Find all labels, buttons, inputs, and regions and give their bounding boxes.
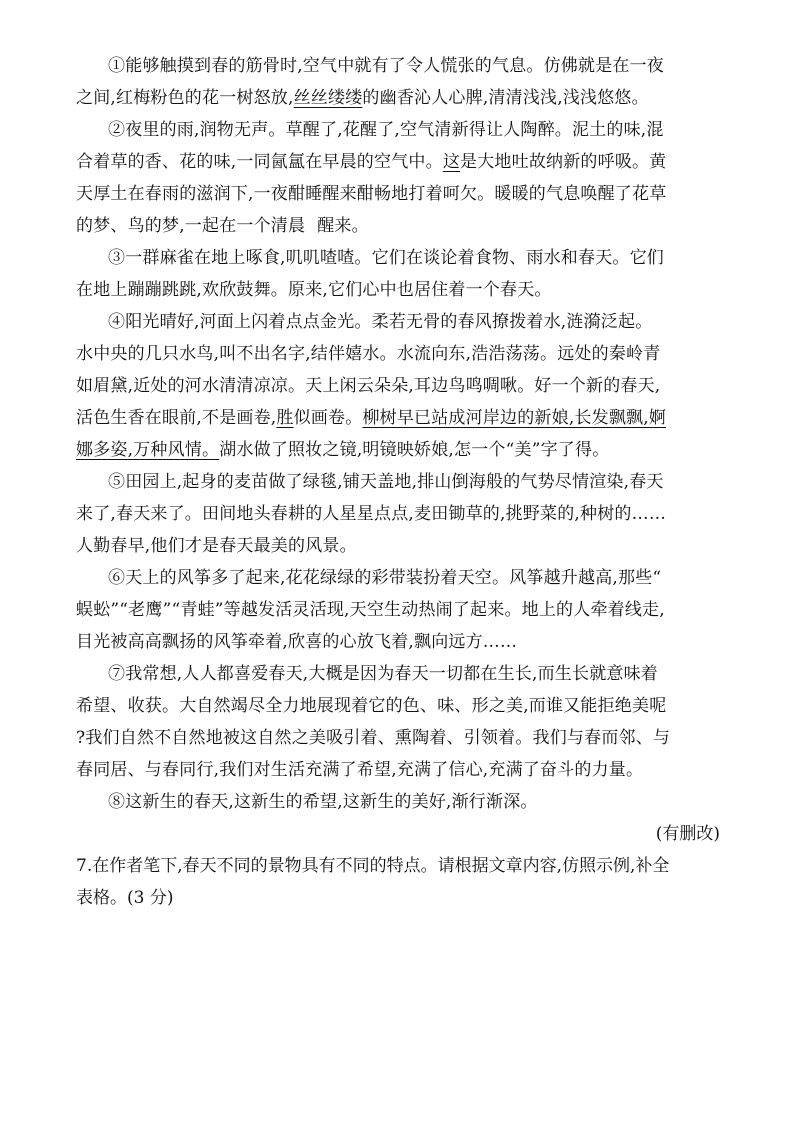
text-line: [76, 402, 720, 434]
text-segment: ②夜里的雨,润物无声。草醒了,花醒了,空气清新得让人陶醉。泥土的味,混: [108, 120, 664, 140]
text-segment: 人勤春早,他们才是春天最美的风景。: [76, 536, 357, 556]
text-line: [76, 114, 720, 146]
text-line: [76, 786, 720, 818]
text-line: [76, 178, 720, 210]
text-segment: 湖水做了照妆之镜,明镜映娇娘,怎一个“美”字了得。: [219, 440, 610, 460]
text-line: [76, 722, 720, 754]
text-segment: 希望、收获。大自然竭尽全力地展现着它的色、味、形之美,而谁又能拒绝美呢: [76, 696, 667, 716]
text-line: [76, 274, 720, 306]
article-paragraphs: [76, 50, 720, 818]
paragraph-1: [76, 50, 720, 114]
text-segment: ⑧这新生的春天,这新生的希望,这新生的美好,渐行渐深。: [108, 792, 538, 812]
paragraph-2: [76, 114, 720, 242]
article-body: [76, 50, 720, 914]
question-line: 7.在作者笔下,春天不同的景物具有不同的特点。请根据文章内容,仿照示例,补全: [76, 856, 670, 876]
question-line: 表格。(3 分): [76, 888, 174, 908]
text-line: [76, 562, 720, 594]
text-line: [76, 370, 720, 402]
paragraph-8: [76, 786, 720, 818]
text-line: [76, 306, 720, 338]
text-line: [76, 50, 720, 82]
text-segment: 活色生香在眼前,不是画卷,: [76, 408, 277, 428]
text-line: [76, 82, 720, 114]
text-segment: ?我们自然不自然地被这自然之美吸引着、熏陶着、引领着。我们与春而邻、与: [76, 728, 671, 748]
text-segment: 来了,春天来了。田间地头春耕的人星星点点,麦田锄草的,挑野菜的,种树的……: [76, 504, 667, 524]
text-segment: 在地上蹦蹦跳跳,欢欣鼓舞。原来,它们心中也居住着一个春天。: [76, 280, 552, 300]
underlined-text: 娜多姿,万种风情。: [76, 440, 220, 460]
paragraph-5: [76, 466, 720, 562]
text-segment: ①能够触摸到春的筋骨时,空气中就有了令人慌张的气息。仿佛就是在一夜: [108, 56, 665, 76]
text-line: [76, 434, 720, 466]
text-segment: ④阳光晴好,河面上闪着点点金光。柔若无骨的春风撩拨着水,涟漪泛起。: [108, 312, 653, 332]
text-segment: ③一群麻雀在地上啄食,叽叽喳喳。它们在谈论着食物、雨水和春天。它们: [108, 248, 665, 268]
source-note: (有删改): [655, 824, 720, 844]
text-segment: ⑦我常想,人人都喜爱春天,大概是因为春天一切都在生长,而生长就意味着: [108, 664, 659, 684]
text-segment: 的梦、鸟的梦,一起在一个清晨: [76, 216, 306, 236]
paragraph-7: [76, 658, 720, 786]
text-line: [76, 338, 720, 370]
text-line: [76, 146, 720, 178]
text-line: [76, 658, 720, 690]
text-line: [76, 466, 720, 498]
underlined-text: 丝丝缕缕: [293, 88, 363, 108]
paragraph-6: [76, 562, 720, 658]
text-line: [76, 594, 720, 626]
text-segment: ⑥天上的风筝多了起来,花花绿绿的彩带装扮着天空。风筝越升越高,那些“: [108, 568, 662, 588]
text-segment: 的幽香沁人心脾,清清浅浅,浅浅悠悠。: [362, 88, 649, 108]
text-segment: 是大地吐故纳新的呼吸。黄: [460, 152, 667, 172]
text-segment: 如眉黛,近处的河水清清凉凉。天上闲云朵朵,耳边鸟鸣啁啾。好一个新的春天,: [76, 376, 661, 396]
text-segment: 似画卷。: [293, 408, 363, 428]
question-7: [76, 850, 720, 914]
text-segment: ⑤田园上,起身的麦苗做了绿毯,铺天盖地,排山倒海般的气势尽情渲染,春天: [108, 472, 664, 492]
underlined-text: 柳树早已站成河岸边的新娘,长发飘飘,婀: [362, 408, 667, 428]
text-segment: 天厚土在春雨的滋润下,一夜酣睡醒来酣畅地打着呵欠。暖暖的气息唤醒了花草: [76, 184, 667, 204]
text-line: [76, 530, 720, 562]
text-segment: 春同居、与春同行,我们对生活充满了希望,充满了信心,充满了奋斗的力量。: [76, 760, 644, 780]
text-line: [76, 626, 720, 658]
text-segment: 合着草的香、花的味,一同氤氲在早晨的空气中。: [76, 152, 443, 172]
text-line: [76, 754, 720, 786]
text-line: [76, 210, 720, 242]
text-segment: 醒来。: [317, 216, 369, 236]
paragraph-3: [76, 242, 720, 306]
text-segment: 之间,红梅粉色的花一树怒放,: [76, 88, 294, 108]
text-line: [76, 242, 720, 274]
underlined-text: 这: [442, 152, 461, 172]
text-segment: 蜈蚣”“老鹰”“青蛙”等越发活灵活现,天空生动热闹了起来。地上的人牵着线走,: [76, 600, 665, 620]
paragraph-4: [76, 306, 720, 466]
text-segment: 目光被高高飘扬的风筝牵着,欣喜的心放飞着,飘向远方……: [76, 632, 518, 652]
text-segment: 水中央的几只水鸟,叫不出名字,结伴嬉水。水流向东,浩浩荡荡。远处的秦岭青: [76, 344, 661, 364]
text-line: [76, 498, 720, 530]
text-line: [76, 690, 720, 722]
underlined-text: 胜: [276, 408, 294, 428]
